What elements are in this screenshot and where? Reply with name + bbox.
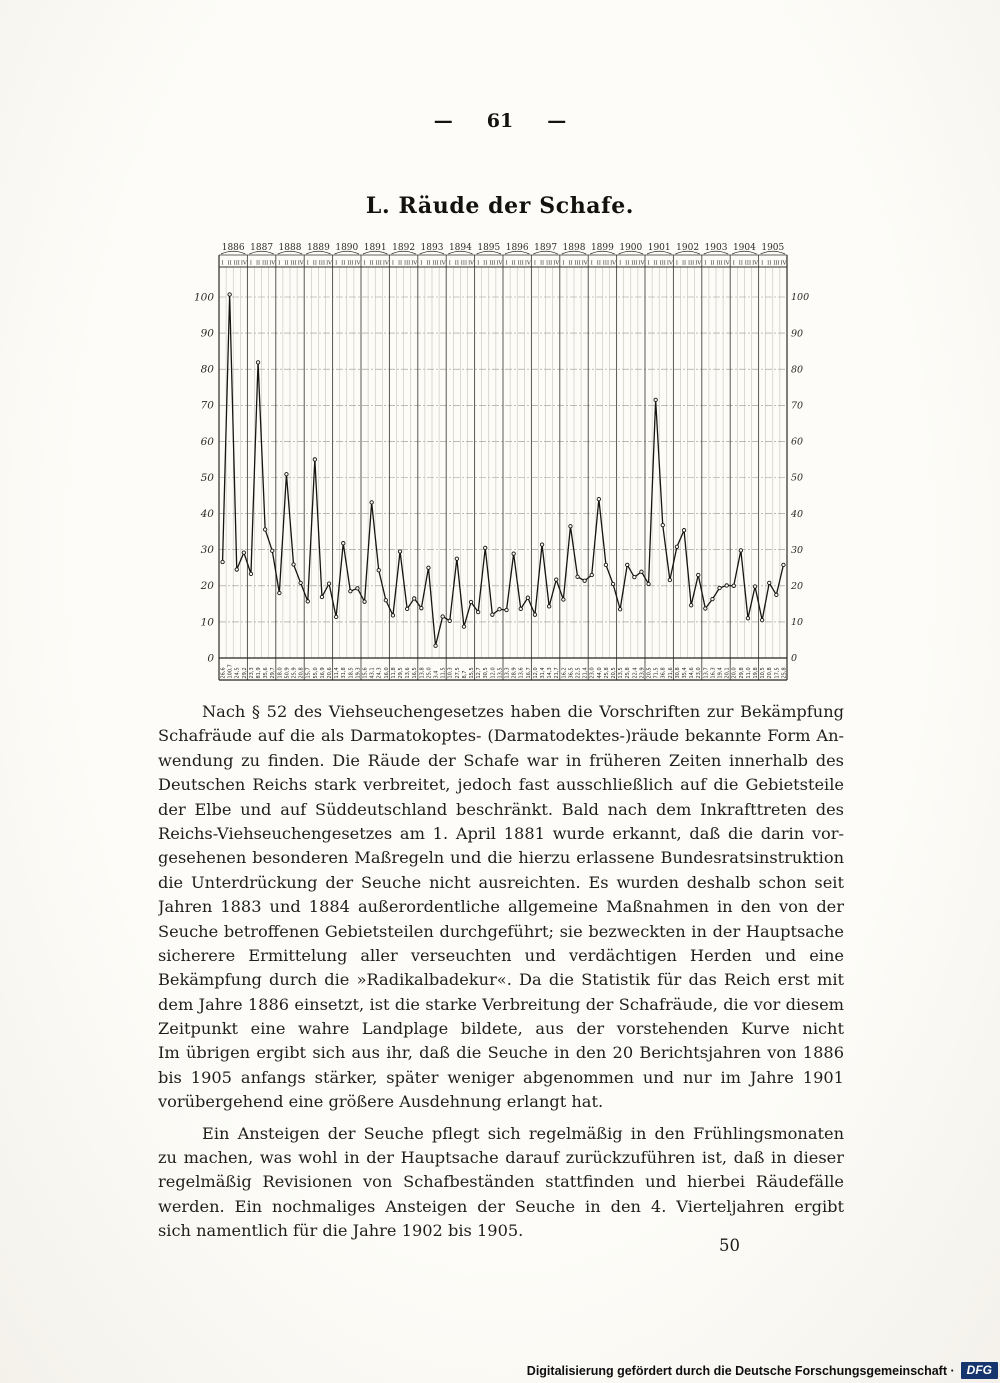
svg-text:70: 70: [791, 400, 804, 412]
svg-text:14,6: 14,6: [689, 667, 696, 679]
svg-text:30,8: 30,8: [674, 667, 681, 679]
paragraph: [158, 700, 844, 1115]
svg-text:12,0: 12,0: [490, 667, 497, 679]
svg-text:I: I: [761, 260, 764, 267]
svg-text:36,5: 36,5: [568, 667, 575, 679]
svg-text:50: 50: [791, 472, 804, 484]
raeude-line-chart: [150, 238, 850, 690]
svg-text:19,4: 19,4: [717, 667, 724, 679]
svg-text:90: 90: [791, 328, 804, 340]
header-dash-right: —: [547, 110, 567, 132]
page-header: [0, 110, 1000, 132]
svg-text:14,3: 14,3: [547, 667, 554, 679]
svg-text:IV: IV: [666, 260, 673, 267]
svg-text:II: II: [767, 260, 772, 267]
svg-text:12,7: 12,7: [476, 667, 483, 679]
svg-text:10,5: 10,5: [760, 667, 767, 679]
svg-text:18,5: 18,5: [348, 667, 355, 679]
svg-text:31,4: 31,4: [539, 667, 546, 679]
svg-text:20: 20: [791, 581, 804, 592]
svg-text:10: 10: [791, 617, 804, 629]
svg-text:I: I: [306, 260, 309, 267]
text-line: bis 1905 anfangs stärker, später weniger abgenommen und nur im Jahre 1901: [158, 1067, 844, 1087]
svg-text:1897: 1897: [534, 243, 558, 253]
text-line: gesehenen besonderen Maßregeln und die hierzu erlassene Bundesratsinstruktion: [158, 848, 844, 868]
text-line: regelmäßig Revisionen von Schafbeständen stattfinden und hierbei Räudefälle: [158, 1172, 844, 1192]
svg-text:III: III: [460, 260, 468, 267]
svg-text:50,9: 50,9: [284, 667, 291, 679]
svg-text:29,5: 29,5: [397, 667, 404, 679]
svg-text:25,9: 25,9: [291, 667, 298, 679]
text-line: Nach § 52 des Viehseuchengesetzes haben die Vorschriften zur Bekämpfung: [202, 702, 844, 721]
svg-text:20,5: 20,5: [610, 667, 617, 679]
svg-text:18,0: 18,0: [277, 667, 284, 679]
svg-text:II: II: [511, 260, 516, 267]
svg-text:25,8: 25,8: [603, 667, 610, 679]
svg-text:19,3: 19,3: [355, 667, 362, 679]
svg-text:II: II: [539, 260, 545, 267]
svg-text:90: 90: [200, 327, 214, 340]
svg-text:III: III: [347, 260, 354, 267]
svg-text:1902: 1902: [676, 243, 700, 253]
svg-text:1894: 1894: [448, 243, 472, 253]
svg-text:II: II: [369, 260, 374, 267]
svg-text:III: III: [744, 260, 752, 267]
svg-text:IV: IV: [553, 260, 560, 267]
svg-text:IV: IV: [326, 260, 333, 267]
svg-text:13,5: 13,5: [497, 667, 504, 679]
svg-text:III: III: [574, 260, 581, 267]
svg-text:III: III: [318, 260, 326, 267]
svg-text:100: 100: [791, 292, 810, 304]
text-line: zu machen, was wohl in der Hauptsache darauf zurückzuführen ist, daß in dieser: [158, 1148, 844, 1168]
svg-text:IV: IV: [468, 260, 475, 267]
svg-text:1886: 1886: [221, 243, 245, 253]
svg-text:I: I: [732, 260, 735, 267]
svg-text:25,8: 25,8: [781, 667, 788, 679]
svg-text:III: III: [716, 260, 723, 267]
svg-text:IV: IV: [695, 260, 702, 267]
svg-text:IV: IV: [723, 260, 730, 267]
svg-text:11,4: 11,4: [334, 667, 341, 679]
svg-text:20,5: 20,5: [646, 667, 653, 679]
svg-text:II: II: [653, 260, 658, 267]
svg-text:0: 0: [207, 652, 214, 665]
svg-text:30,5: 30,5: [483, 667, 490, 679]
svg-text:III: III: [432, 260, 439, 267]
svg-text:III: III: [404, 260, 411, 267]
svg-text:29,2: 29,2: [241, 667, 248, 679]
text-line: dem Jahre 1886 einsetzt, ist die starke Verbreitung der Schafräude, die vor diesem: [158, 994, 844, 1014]
svg-text:I: I: [533, 260, 536, 267]
svg-text:100,7: 100,7: [227, 664, 234, 679]
svg-text:II: II: [710, 260, 715, 267]
svg-text:1905: 1905: [761, 243, 785, 253]
svg-text:1887: 1887: [250, 243, 274, 253]
svg-text:II: II: [426, 260, 431, 267]
svg-text:16,2: 16,2: [561, 667, 568, 679]
svg-text:3,4: 3,4: [433, 670, 440, 679]
text-line: Bekämpfung durch die »Radikalbadekur«. Da die Statistik für das Reich erst mit: [158, 970, 844, 990]
svg-text:I: I: [420, 260, 423, 267]
svg-text:20,0: 20,0: [731, 667, 738, 679]
svg-text:I: I: [448, 260, 451, 267]
svg-text:44,0: 44,0: [596, 667, 603, 679]
text-line: Jahren 1883 und 1884 außerordentliche allgemeine Maßnahmen in den von der: [158, 897, 844, 917]
svg-text:1903: 1903: [704, 243, 728, 253]
svg-text:16,9: 16,9: [319, 667, 326, 679]
svg-text:13,7: 13,7: [703, 667, 710, 679]
svg-text:1896: 1896: [505, 243, 529, 253]
svg-text:III: III: [688, 260, 695, 267]
svg-text:1892: 1892: [392, 243, 416, 253]
sheet-signature-number: 50: [719, 1236, 740, 1255]
text-line: der Elbe und auf Süddeutschland beschränkt. Bald nach dem Inkrafttreten des: [158, 799, 844, 819]
svg-text:28,9: 28,9: [511, 667, 518, 679]
svg-text:I: I: [477, 260, 480, 267]
svg-text:1901: 1901: [647, 243, 671, 253]
svg-text:II: II: [255, 260, 261, 267]
svg-text:II: II: [596, 260, 601, 267]
svg-text:11,5: 11,5: [440, 667, 447, 679]
header-page-number: 61: [486, 110, 514, 132]
footer-credit-text: Digitalisierung gefördert durch die Deutsche Forschungsgemeinschaft ·: [526, 1363, 955, 1378]
svg-text:IV: IV: [638, 260, 645, 267]
svg-text:20: 20: [200, 580, 214, 593]
svg-text:12,0: 12,0: [532, 667, 539, 679]
svg-text:1889: 1889: [306, 243, 330, 253]
svg-text:20,8: 20,8: [298, 667, 305, 679]
text-line: Schafräude auf die als Darmatokoptes- (Darmatodektes-)räude bekannte Form An-: [158, 726, 844, 746]
svg-text:35,4: 35,4: [681, 667, 688, 679]
svg-text:IV: IV: [411, 260, 418, 267]
svg-text:30: 30: [200, 544, 214, 557]
svg-text:23,0: 23,0: [589, 667, 596, 679]
svg-text:71,5: 71,5: [653, 667, 660, 679]
svg-text:I: I: [562, 260, 565, 267]
svg-text:IV: IV: [581, 260, 588, 267]
svg-text:11,0: 11,0: [745, 667, 752, 679]
svg-text:0: 0: [791, 653, 798, 665]
digitization-footer: [527, 1362, 998, 1379]
svg-text:IV: IV: [752, 260, 759, 267]
svg-text:III: III: [546, 260, 553, 267]
text-line: Im übrigen ergibt sich aus ihr, daß die Seuche in den 20 Berichtsjahren von 1886: [158, 1043, 844, 1063]
svg-text:I: I: [335, 260, 338, 267]
svg-text:IV: IV: [439, 260, 446, 267]
svg-text:13,5: 13,5: [618, 667, 625, 679]
svg-text:24,3: 24,3: [376, 667, 383, 679]
svg-text:22,4: 22,4: [632, 667, 639, 679]
svg-text:II: II: [341, 260, 346, 267]
svg-text:III: III: [602, 260, 610, 267]
svg-text:II: II: [568, 260, 573, 267]
text-line: die Unterdrückung der Seuche nicht ausreichten. Es wurden deshalb schon seit: [158, 872, 844, 892]
paragraph: [158, 1122, 844, 1244]
svg-text:21,4: 21,4: [582, 667, 589, 679]
svg-text:20,8: 20,8: [767, 667, 774, 679]
svg-text:I: I: [278, 260, 281, 267]
svg-text:10: 10: [200, 616, 214, 629]
text-line: Ein Ansteigen der Seuche pflegt sich regelmäßig in den Frühlingsmonaten: [202, 1123, 844, 1143]
svg-text:II: II: [227, 260, 232, 267]
text-line: Reichs-Viehseuchengesetzes am 1. April 1881 wurde erkannt, daß die darin vor-: [158, 823, 844, 843]
svg-text:60: 60: [791, 436, 804, 448]
svg-text:11,8: 11,8: [390, 667, 397, 679]
svg-text:I: I: [391, 260, 394, 267]
svg-text:IV: IV: [524, 260, 531, 267]
svg-text:81,9: 81,9: [255, 667, 262, 679]
chapter-title: L. Räude der Schafe.: [365, 193, 635, 219]
svg-text:29,8: 29,8: [738, 667, 745, 679]
svg-text:55,0: 55,0: [312, 667, 319, 679]
body-text: [158, 700, 844, 1244]
svg-text:40: 40: [200, 508, 214, 520]
svg-text:IV: IV: [382, 260, 389, 267]
svg-text:IV: IV: [269, 260, 276, 267]
text-line: vorübergehend eine größere Ausdehnung erlangt hat.: [158, 1092, 604, 1112]
svg-text:II: II: [454, 260, 459, 267]
svg-text:15,5: 15,5: [468, 667, 475, 679]
svg-text:I: I: [647, 260, 650, 267]
svg-text:IV: IV: [297, 260, 304, 267]
svg-text:III: III: [233, 260, 240, 267]
svg-text:IV: IV: [354, 260, 361, 267]
svg-text:IV: IV: [496, 260, 503, 267]
text-line: Deutschen Reichs stark verbreitet, jedoch fast ausschließlich auf die Gebietsteile: [158, 775, 844, 795]
svg-text:IV: IV: [240, 260, 247, 267]
svg-text:16,5: 16,5: [412, 667, 419, 679]
svg-text:II: II: [312, 260, 317, 267]
svg-text:15,6: 15,6: [362, 667, 369, 679]
svg-text:50: 50: [200, 471, 214, 484]
svg-text:20,1: 20,1: [724, 667, 731, 679]
svg-text:25,0: 25,0: [426, 667, 433, 679]
svg-text:80: 80: [791, 364, 804, 376]
svg-text:17,5: 17,5: [774, 667, 781, 679]
svg-text:29,7: 29,7: [270, 667, 277, 679]
svg-text:36,8: 36,8: [660, 667, 667, 679]
svg-text:60: 60: [200, 435, 214, 448]
svg-text:100: 100: [193, 291, 214, 304]
svg-text:15,7: 15,7: [305, 667, 312, 679]
svg-text:24,5: 24,5: [234, 667, 241, 679]
svg-text:II: II: [738, 260, 743, 267]
svg-text:1891: 1891: [363, 243, 387, 253]
svg-text:III: III: [631, 260, 638, 267]
svg-text:III: III: [375, 260, 382, 267]
svg-text:I: I: [590, 260, 593, 267]
svg-text:80: 80: [200, 363, 214, 376]
svg-text:III: III: [290, 260, 297, 267]
text-line: werden. Ein nochmaliges Ansteigen der Seuche in den 4. Vierteljahren ergibt: [158, 1196, 844, 1216]
svg-text:43,1: 43,1: [369, 667, 376, 679]
svg-text:13,3: 13,3: [504, 667, 511, 679]
svg-text:I: I: [249, 260, 252, 267]
svg-text:26,6: 26,6: [220, 667, 227, 679]
svg-text:8,7: 8,7: [461, 670, 468, 679]
svg-text:19,8: 19,8: [752, 667, 759, 679]
svg-text:13,8: 13,8: [419, 667, 426, 679]
text-line: sicherere Ermittelung aller verseuchten und verdächtigen Herden und eine: [158, 945, 844, 965]
svg-text:I: I: [363, 260, 366, 267]
svg-text:II: II: [625, 260, 630, 267]
svg-text:1890: 1890: [335, 243, 359, 253]
svg-text:I: I: [704, 260, 707, 267]
svg-text:II: II: [397, 260, 403, 267]
text-line: sich namentlich für die Jahre 1902 bis 1905.: [158, 1221, 524, 1241]
svg-text:II: II: [681, 260, 687, 267]
svg-text:1888: 1888: [278, 243, 302, 253]
svg-text:1898: 1898: [562, 243, 586, 253]
svg-text:IV: IV: [610, 260, 617, 267]
svg-text:25,8: 25,8: [625, 667, 632, 679]
svg-text:35,6: 35,6: [263, 667, 270, 679]
text-line: wendung zu finden. Die Räude der Schafe war in früheren Zeiten innerhalb des: [158, 750, 844, 770]
svg-text:III: III: [773, 260, 780, 267]
svg-text:III: III: [489, 260, 496, 267]
svg-text:22,5: 22,5: [575, 667, 582, 679]
svg-text:70: 70: [200, 399, 214, 412]
svg-text:I: I: [675, 260, 678, 267]
svg-text:1904: 1904: [732, 243, 756, 253]
svg-text:23,0: 23,0: [696, 667, 703, 679]
svg-text:23,3: 23,3: [248, 667, 255, 679]
svg-text:21,7: 21,7: [554, 667, 561, 679]
svg-text:10,3: 10,3: [447, 667, 454, 679]
svg-text:1900: 1900: [619, 243, 643, 253]
svg-text:1899: 1899: [590, 243, 614, 253]
svg-text:1893: 1893: [420, 243, 444, 253]
svg-text:27,5: 27,5: [454, 667, 461, 679]
svg-text:III: III: [262, 260, 269, 267]
svg-text:21,6: 21,6: [667, 667, 674, 679]
text-line: Seuche betroffenen Gebietsteilen durchgeführt; sie bezweckten in der Hauptsache: [158, 921, 844, 941]
svg-text:III: III: [659, 260, 666, 267]
svg-text:1895: 1895: [477, 243, 501, 253]
dfg-logo: DFG: [961, 1362, 998, 1379]
svg-text:13,6: 13,6: [518, 667, 525, 679]
svg-text:I: I: [221, 260, 224, 267]
svg-text:13,6: 13,6: [405, 667, 412, 679]
svg-text:III: III: [517, 260, 524, 267]
svg-text:I: I: [619, 260, 622, 267]
svg-text:20,6: 20,6: [326, 667, 333, 679]
svg-text:31,8: 31,8: [341, 667, 348, 679]
header-dash-left: —: [433, 110, 453, 132]
svg-text:23,9: 23,9: [639, 667, 646, 679]
svg-text:16,3: 16,3: [710, 667, 717, 679]
svg-text:IV: IV: [780, 260, 787, 267]
svg-text:16,7: 16,7: [525, 667, 532, 679]
svg-text:30: 30: [791, 544, 804, 556]
svg-text:II: II: [284, 260, 289, 267]
text-line: Zeitpunkt eine wahre Landplage bildete, aus der vorstehenden Kurve nicht: [158, 1019, 844, 1039]
svg-text:I: I: [505, 260, 508, 267]
svg-text:16,0: 16,0: [383, 667, 390, 679]
svg-text:II: II: [483, 260, 488, 267]
svg-text:40: 40: [791, 508, 804, 520]
